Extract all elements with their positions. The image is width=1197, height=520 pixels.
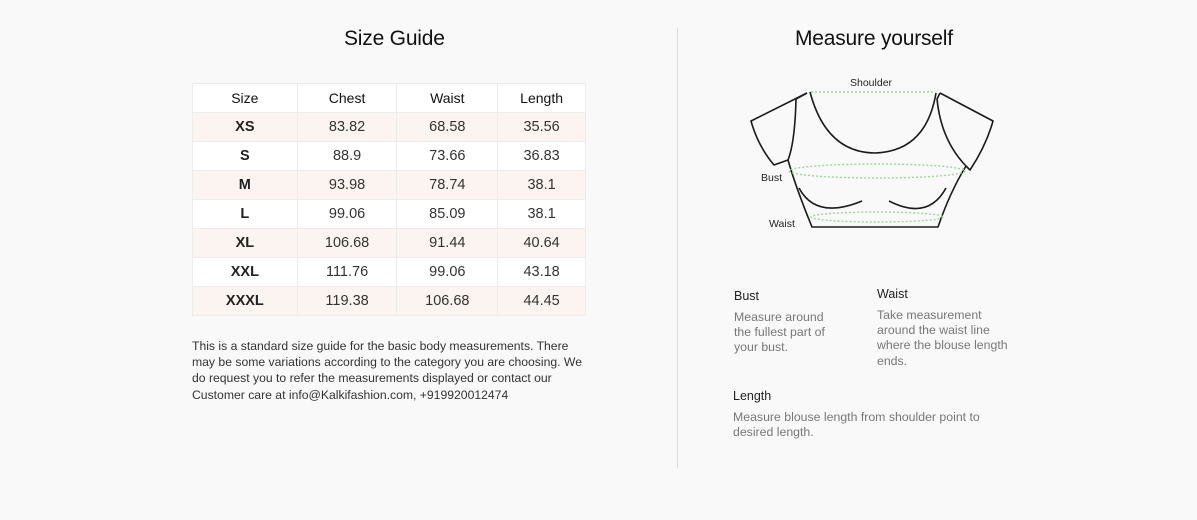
bust-guide-line [789,164,965,178]
length-title: Length [733,389,772,403]
shoulder-label: Shoulder [850,77,893,89]
waist-label: Waist [769,218,795,230]
table-row [193,287,586,316]
waist-text: Take measurement around the waist line where the blouse length ends. [877,308,1008,368]
size-cell: XS [193,113,298,142]
waist-cell: 68.58 [397,113,498,142]
blouse-diagram [678,0,1197,260]
measure-title: Measure yourself [795,27,953,50]
size-cell: L [193,200,298,229]
column-header-chest: Chest [297,84,397,113]
size-cell: S [193,142,298,171]
bust-title: Bust [734,289,760,303]
waist-cell: 78.74 [397,171,498,200]
length-cell: 38.1 [498,200,586,229]
chest-cell: 88.9 [297,142,397,171]
size-table [192,83,586,316]
length-cell: 35.56 [498,113,586,142]
length-cell: 40.64 [498,229,586,258]
chest-cell: 106.68 [297,229,397,258]
size-cell: XXL [193,258,298,287]
table-row [193,258,586,287]
waist-guide-line [811,212,943,222]
size-cell: XXXL [193,287,298,316]
waist-cell: 106.68 [397,287,498,316]
table-row [193,142,586,171]
chest-cell: 99.06 [297,200,397,229]
waist-cell: 99.06 [397,258,498,287]
table-row [193,200,586,229]
waist-title: Waist [877,287,908,301]
waist-cell: 91.44 [397,229,498,258]
chest-cell: 111.76 [297,258,397,287]
length-cell: 36.83 [498,142,586,171]
column-header-length: Length [498,84,586,113]
waist-cell: 85.09 [397,200,498,229]
blouse-outline-icon [751,92,993,227]
length-cell: 43.18 [498,258,586,287]
size-guide-title: Size Guide [344,27,445,50]
column-header-size: Size [193,84,298,113]
length-text: Measure blouse length from shoulder point to desired length. [733,410,980,440]
size-cell: XL [193,229,298,258]
table-header-row [193,84,586,113]
chest-cell: 93.98 [297,171,397,200]
size-guide-note: This is a standard size guide for the basic body measurements. There may be some variations according to the category you are choosing. We do request you to refer the measurements displayed or contact our Customer care at info@Kalkifashion.com, +919920012474 [192,339,582,402]
measure-panel [678,0,1197,520]
bust-label: Bust [761,172,783,184]
waist-cell: 73.66 [397,142,498,171]
chest-cell: 119.38 [297,287,397,316]
table-row [193,113,586,142]
table-row [193,171,586,200]
bust-text: Measure around the fullest part of your bust. [734,310,825,355]
table-row [193,229,586,258]
chest-cell: 83.82 [297,113,397,142]
size-cell: M [193,171,298,200]
length-cell: 44.45 [498,287,586,316]
column-header-waist: Waist [397,84,498,113]
length-cell: 38.1 [498,171,586,200]
